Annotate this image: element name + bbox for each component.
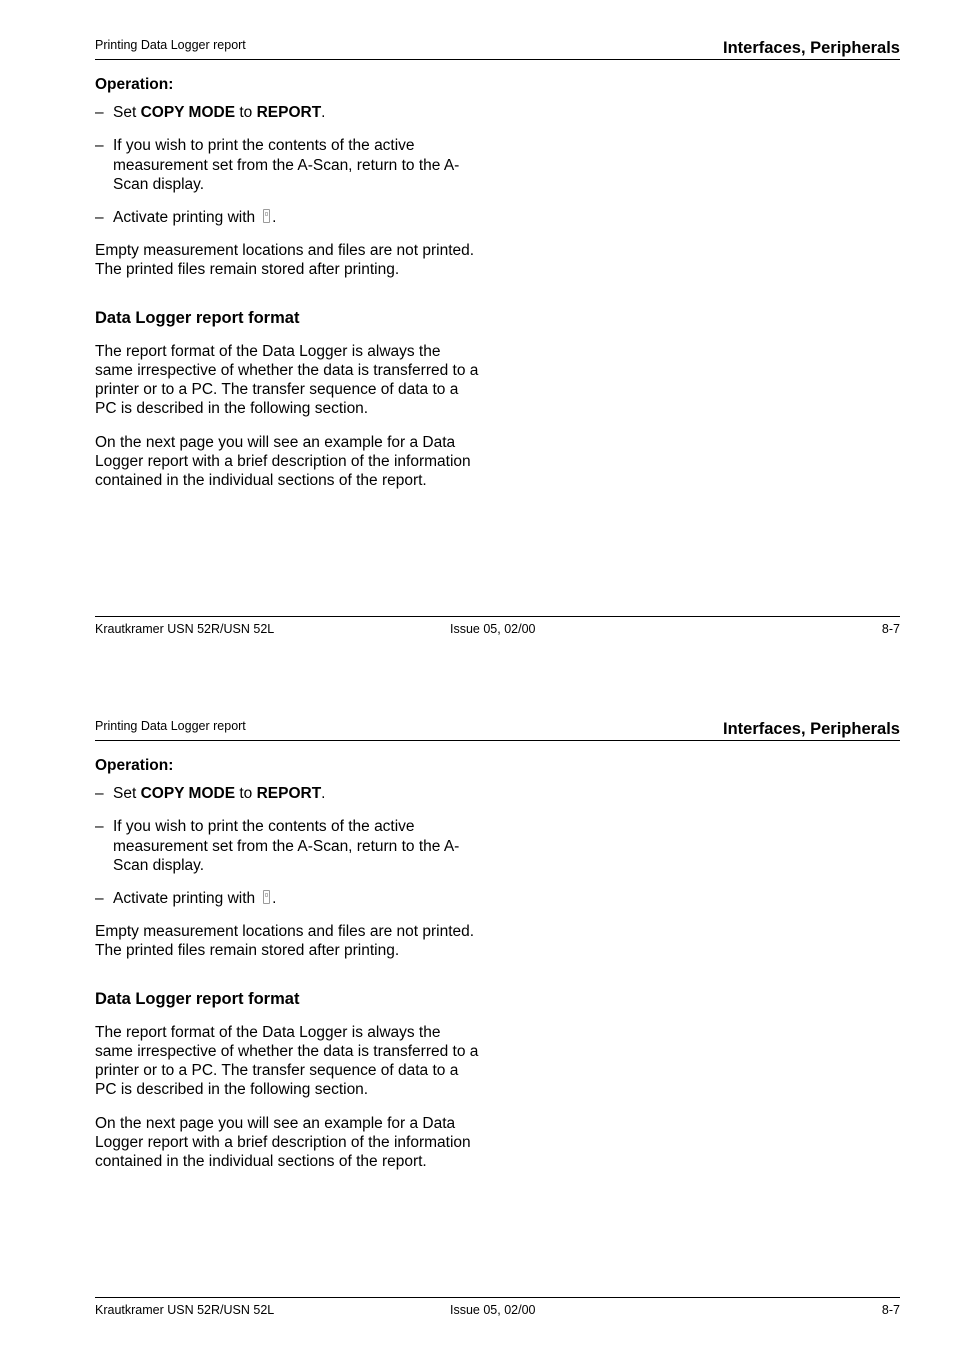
print-key-icon bbox=[263, 209, 270, 223]
footer-page-number: 8-7 bbox=[881, 1303, 900, 1317]
header-section-title: Printing Data Logger report bbox=[95, 38, 246, 52]
format-paragraph-1: The report format of the Data Logger is always the same irrespective of whether the data is transferred to a printer or to a PC. The transfer sequence of data to a PC is described in the following section. bbox=[95, 1023, 479, 1099]
header-chapter-title: Interfaces, Peripherals bbox=[722, 39, 900, 57]
footer-product: Krautkramer USN 52R/USN 52L bbox=[95, 1303, 275, 1317]
header-rule bbox=[95, 740, 900, 741]
dash: – bbox=[95, 785, 104, 803]
operation-step-2: – If you wish to print the contents of the active measurement set from the A-Scan, return to the A-Scan display. bbox=[95, 137, 460, 193]
dash: – bbox=[95, 137, 104, 155]
format-paragraph-1: The report format of the Data Logger is always the same irrespective of whether the data is transferred to a printer or to a PC. The transfer sequence of data to a PC is described in the following section. bbox=[95, 342, 479, 418]
operation-title: Operation: bbox=[95, 757, 174, 774]
format-heading: Data Logger report format bbox=[95, 308, 300, 327]
dash: – bbox=[95, 209, 104, 227]
operation-step-2: – If you wish to print the contents of the active measurement set from the A-Scan, return to the A-Scan display. bbox=[95, 818, 460, 874]
operation-note: Empty measurement locations and files are not printed. The printed files remain stored after printing. bbox=[95, 923, 475, 960]
format-paragraph-2: On the next page you will see an example for a Data Logger report with a brief description of the information contained in the individual sections of the report. bbox=[95, 1114, 471, 1171]
footer-page-number: 8-7 bbox=[881, 622, 900, 636]
footer-issue: Issue 05, 02/00 bbox=[450, 1303, 536, 1317]
operation-step-1: – Set COPY MODE to REPORT. bbox=[95, 785, 326, 803]
page-top bbox=[0, 0, 954, 675]
header-chapter-title: Interfaces, Peripherals bbox=[722, 720, 900, 738]
footer-product: Krautkramer USN 52R/USN 52L bbox=[95, 622, 275, 636]
footer-rule bbox=[95, 616, 900, 617]
header-rule bbox=[95, 59, 900, 60]
format-paragraph-2: On the next page you will see an example for a Data Logger report with a brief description of the information contained in the individual sections of the report. bbox=[95, 433, 471, 490]
operation-step-1: – Set COPY MODE to REPORT. bbox=[95, 104, 326, 122]
page-bottom bbox=[0, 681, 954, 1356]
dash: – bbox=[95, 104, 104, 122]
operation-step-3: – Activate printing with . bbox=[95, 209, 277, 227]
header-section-title: Printing Data Logger report bbox=[95, 719, 246, 733]
format-heading: Data Logger report format bbox=[95, 989, 300, 1008]
page-body bbox=[95, 75, 490, 504]
dash: – bbox=[95, 818, 104, 836]
footer-issue: Issue 05, 02/00 bbox=[450, 622, 536, 636]
print-key-icon bbox=[263, 890, 270, 904]
operation-title: Operation: bbox=[95, 76, 174, 93]
page-body bbox=[95, 756, 490, 1185]
footer-rule bbox=[95, 1297, 900, 1298]
operation-step-3: – Activate printing with . bbox=[95, 890, 277, 908]
operation-note: Empty measurement locations and files are not printed. The printed files remain stored after printing. bbox=[95, 242, 475, 279]
dash: – bbox=[95, 890, 104, 908]
